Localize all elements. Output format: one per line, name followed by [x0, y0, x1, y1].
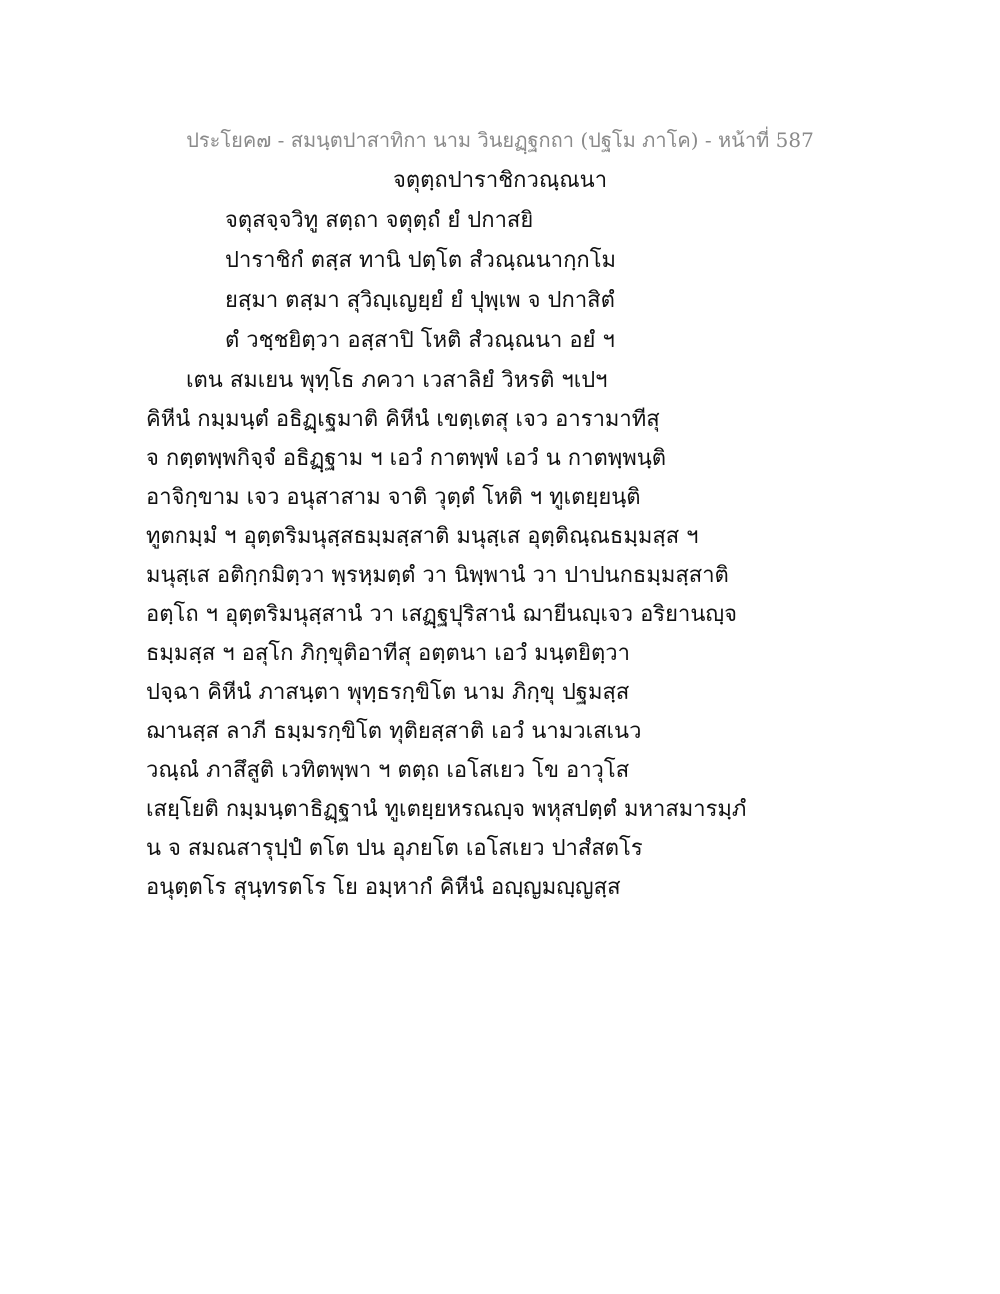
prose-line: เตน สมเยน พุทฺโธ ภควา เวสาลิยํ วิหรติ ฯเปฯ [186, 368, 608, 393]
prose-line: ธมฺมสฺส ฯ อสุโก ภิกฺขุติอาทีสุ อตฺตนา เอวํ มนฺตยิตฺวา [146, 641, 630, 666]
section-title: จตุตฺถปาราชิกวณฺณนา [392, 168, 608, 193]
prose-line: อาจิกฺขาม เจว อนุสาสาม จาติ วุตฺตํ โหติ ฯ ทูเตยฺยนฺติ [146, 485, 641, 510]
prose-line: วณฺณํ ภาสึสูติ เวทิตพฺพา ฯ ตตฺถ เอโสเยว โข อาวุโส [146, 758, 630, 783]
prose-line: อนุตฺตโร สุนฺทรตโร โย อมฺหากํ คิหีนํ อญฺญมญฺญสฺส [146, 875, 621, 900]
prose-line: จ กตฺตพฺพกิจฺจํ อธิฏฺฐาม ฯ เอวํ กาตพฺพํ เอวํ น กาตพฺพนฺติ [146, 446, 667, 471]
verse-line: ตํ วชฺชยิตฺวา อสฺสาปิ โหติ สํวณฺณนา อยํ ฯ [225, 328, 615, 353]
prose-line: เสยฺโยติ กมฺมนฺตาธิฏฺฐานํ ทูเตยฺยหรณญฺจ พหุสปตฺตํ มหาสมารมฺภํ [146, 797, 747, 822]
prose-line: ทูตกมฺมํ ฯ อุตฺตริมนุสฺสธมฺมสฺสาติ มนุสฺเส อุตฺติณฺณธมฺมสฺส ฯ [146, 524, 699, 549]
verse-line: ยสฺมา ตสฺมา สุวิญฺเญยฺยํ ยํ ปุพฺเพ จ ปกาสิตํ [225, 288, 615, 313]
prose-line: น จ สมณสารุปฺปํ ตโต ปน อุภยโต เอโสเยว ปาสํสตโร [146, 836, 643, 861]
verse-line: จตุสจฺจวิทู สตฺถา จตุตฺถํ ยํ ปกาสยิ [225, 208, 534, 233]
prose-line: ฌานสฺส ลาภี ธมฺมรกฺขิโต ทุติยสฺสาติ เอวํ นามวเสเนว [146, 719, 642, 744]
running-head: ประโยค๗ - สมนฺตปาสาทิกา นาม วินยฏฺฐกถา (ปฐโม ภาโค) - หน้าที่ 587 [186, 128, 814, 152]
verse-line: ปาราชิกํ ตสฺส ทานิ ปตฺโต สํวณฺณนากฺกโม [225, 248, 617, 273]
prose-line: คิหีนํ กมฺมนฺตํ อธิฏฺเฐมาติ คิหีนํ เขตฺเตสุ เจว อารามาทีสุ [146, 407, 660, 432]
prose-line: อตฺโถ ฯ อุตฺตริมนุสฺสานํ วา เสฏฺฐปุริสานํ ฌายีนญฺเจว อริยานญฺจ [146, 602, 738, 627]
prose-line: มนุสฺเส อติกฺกมิตฺวา พฺรหฺมตฺตํ วา นิพฺพานํ วา ปาปนกธมฺมสฺสาติ [146, 563, 729, 588]
prose-line: ปจฺฉา คิหีนํ ภาสนฺตา พุทฺธรกฺขิโต นาม ภิกฺขุ ปฐมสฺส [146, 680, 630, 705]
